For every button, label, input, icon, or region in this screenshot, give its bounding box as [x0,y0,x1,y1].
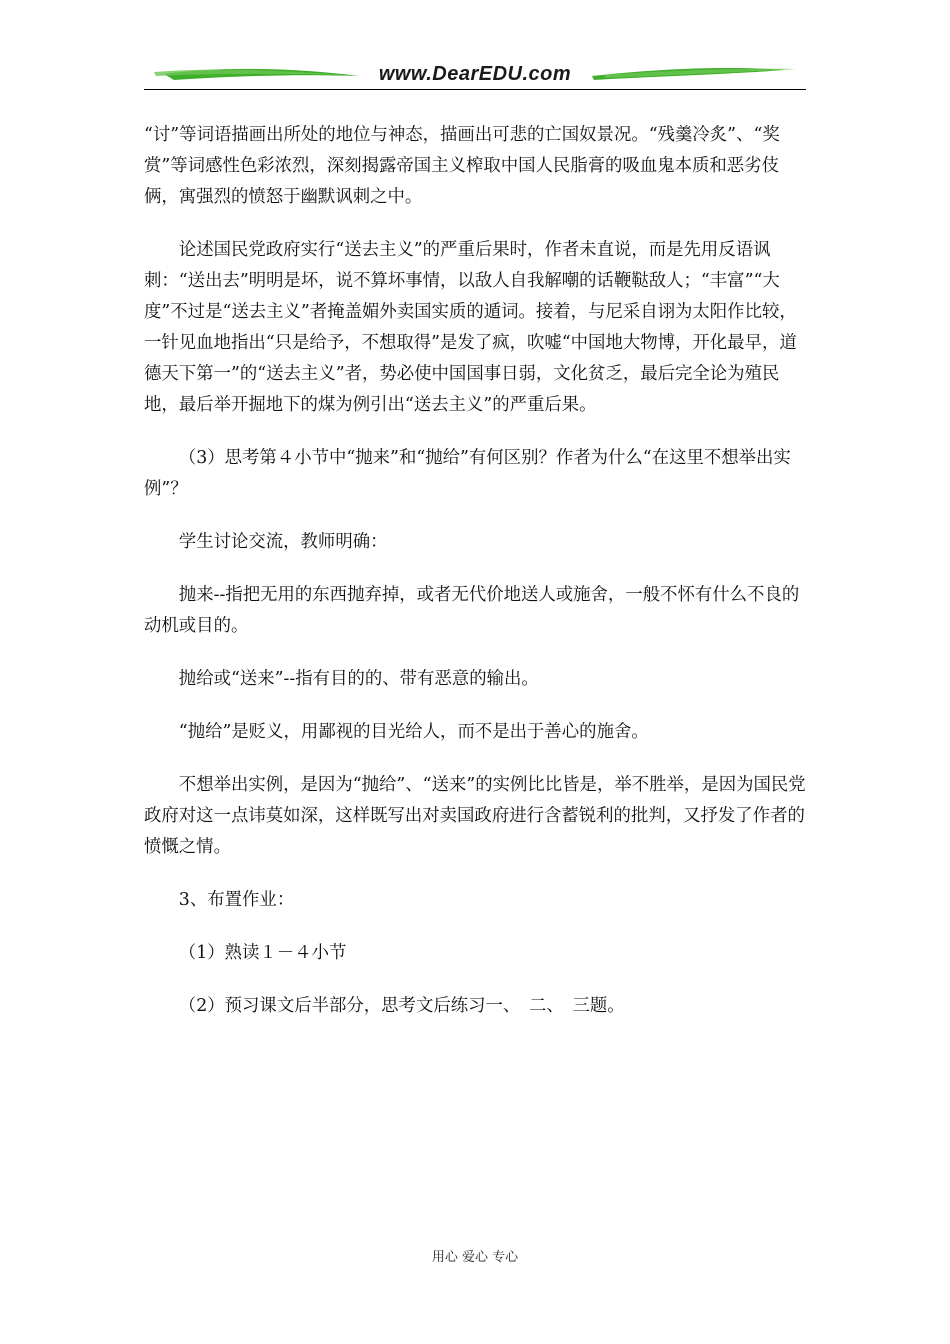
list-item: （1）熟读１－４小节 [178,943,347,963]
paragraph: （3）思考第４小节中“抛来”和“抛给”有何区别？作者为什么“在这里不想举出实例”？ [144,448,791,499]
list-item: （2）预习课文后半部分，思考文后练习一、 二、 三题。 [178,996,625,1016]
paragraph: “讨”等词语描画出所处的地位与神态，描画出可悲的亡国奴景况。“残羹冷炙”、“奖赏”等词感性色彩浓烈，深刻揭露帝国主义榨取中国人民脂膏的吸血鬼本质和恶劣伎俩，寓强烈的愤怒于幽默讽刺之中。 [144,125,780,207]
paragraph: 论述国民党政府实行“送去主义”的严重后果时，作者未直说，而是先用反语讽刺：“送出去”明明是坏，说不算坏事情，以敌人自我解嘲的话鞭鞑敌人；“丰富”“大度”不过是“送去主义”者掩盖媚外卖国实质的遁词。接着，与尼采自诩为太阳作比较，一针见血地指出“只是给予，不想取得”是发了疯，吹嘘“中国地大物博，开化最早，道德天下第一”的“送去主义”者，势必使中国国事日弱，文化贫乏，最后完全论为殖民地，最后举开掘地下的煤为例引出“送去主义”的严重后果。 [144,240,797,415]
paragraph: 抛给或“送来”--指有目的的、带有恶意的输出。 [178,669,539,689]
site-logo-text: www.DearEDU.com [378,63,572,85]
page-footer: 用心 爱心 专心 [431,1250,519,1265]
header-rule [144,89,806,90]
paragraph: 不想举出实例，是因为“抛给”、“送来”的实例比比皆是，举不胜举，是因为国民党政府对这一点讳莫如深，这样既写出对卖国政府进行含蓄锐利的批判，又抒发了作者的愤慨之情。 [144,775,806,857]
header-banner [144,60,806,92]
paragraph: “抛给”是贬义，用鄙视的目光给人，而不是出于善心的施舍。 [178,722,649,742]
document-body [144,120,808,1044]
paragraph: 学生讨论交流，教师明确： [178,532,388,552]
paragraph: 抛来--指把无用的东西抛弃掉，或者无代价地送人或施舍，一般不怀有什么不良的动机或目的。 [144,585,800,636]
section-heading: 3、布置作业： [178,890,295,910]
